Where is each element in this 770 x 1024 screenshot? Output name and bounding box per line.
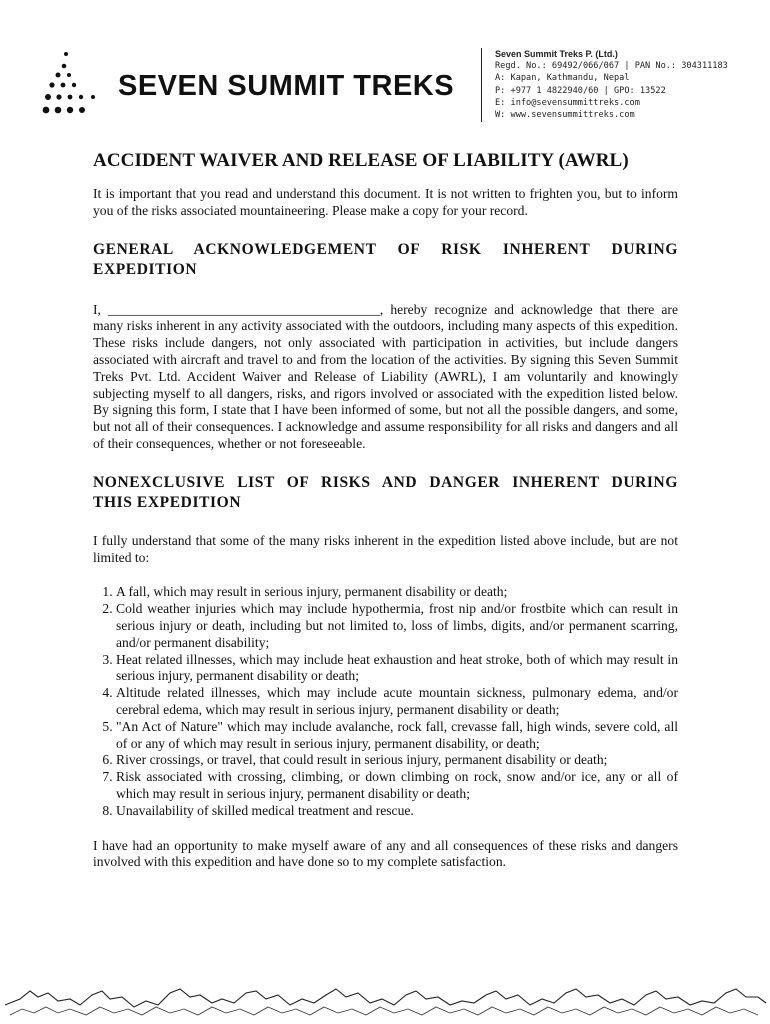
list-item: 2. Cold weather injuries which may include hypothermia, frost nip and/or frostbite which can result in serious injury or death, including but not limited to, loss of limbs, digits, and/or permanent scarring, and/or permanent disability; [116, 601, 678, 651]
company-website: W: www.sevensummittreks.com [495, 110, 635, 121]
risks-list [93, 584, 678, 819]
list-item: 5. "An Act of Nature" which may include avalanche, rock fall, crevasse fall, high winds, severe cold, all of or any of which may result in serious injury, permanent disability, or death; [116, 719, 678, 753]
company-email: E: info@sevensummittreks.com [495, 97, 640, 108]
header-divider [481, 48, 482, 122]
list-item: 4. Altitude related illnesses, which may include acute mountain sickness, pulmonary edema, and/or cerebral edema, which may result in serious injury, permanent disability or death; [116, 685, 678, 719]
company-name: Seven Summit Treks P. (Ltd.) [495, 49, 618, 59]
list-item: 8. Unavailability of skilled medical treatment and rescue. [116, 803, 678, 820]
list-item: 6. River crossings, or travel, that could result in serious injury, permanent disability or death; [116, 752, 678, 769]
list-item: 3. Heat related illnesses, which may include heat exhaustion and heat stroke, both of which may result in serious injury, permanent disability or death; [116, 652, 678, 686]
document-body [93, 150, 678, 871]
risks-intro-paragraph: I fully understand that some of the many risks inherent in the expedition listed above include, but are not limited to: [93, 532, 678, 565]
acknowledgement-paragraph: I, ________________________________________, hereby recognize and acknowledge that there are many risks inherent in any activity associated with the outdoors, including many aspects of this expedition. These risks include dangers, not only associated with participation in activities, but include dangers associated with aircraft and travel to and from the location of the activities. By signing this Seven Summit Treks Pvt. Ltd. Accident Waiver and Release of Liability (AWRL), I am voluntarily and knowingly subjecting myself to all dangers, risks, and rigors involved or associated with the expedition listed below. By signing this form, I state that I have been informed of some, but not all the possible dangers, and some, but not all of their consequences. I acknowledge and assume responsibility for all risks and dangers and all of their consequences, whether or not foreseeable. [93, 301, 678, 451]
document-title: ACCIDENT WAIVER AND RELEASE OF LIABILITY (AWRL) [93, 150, 629, 171]
company-regd: Regd. No.: 69492/066/067 | PAN No.: 304311183 [495, 61, 728, 72]
intro-paragraph: It is important that you read and understand this document. It is not written to frighten you, but to inform you of the risks associated mountaineering. Please make a copy for your record. [93, 186, 678, 218]
mountain-range-sketch [0, 985, 770, 1024]
company-details [495, 48, 728, 121]
section1-heading-line2: EXPEDITION [93, 260, 198, 278]
list-item: 1. A fall, which may result in serious injury, permanent disability or death; [116, 584, 678, 601]
company-address: A: Kapan, Kathmandu, Nepal [495, 73, 630, 84]
section2-heading-line1: NONEXCLUSIVE LIST OF RISKS AND DANGER INHERENT DURING [93, 473, 678, 491]
company-logo-dots [38, 48, 108, 118]
section2-heading-line2: THIS EXPEDITION [93, 493, 242, 511]
closing-paragraph: I have had an opportunity to make myself aware of any and all consequences of these risks and dangers involved with this expedition and have done so to my complete satisfaction. [93, 837, 678, 870]
list-item: 7. Risk associated with crossing, climbing, or down climbing on rock, snow and/or ice, any or all of which may result in serious injury, permanent disability or death; [116, 769, 678, 803]
company-phone: P: +977 1 4822940/60 | GPO: 13522 [495, 85, 666, 96]
section1-heading-line1: GENERAL ACKNOWLEDGEMENT OF RISK INHERENT DURING [93, 240, 678, 258]
brand-name: SEVEN SUMMIT TREKS [118, 70, 455, 102]
